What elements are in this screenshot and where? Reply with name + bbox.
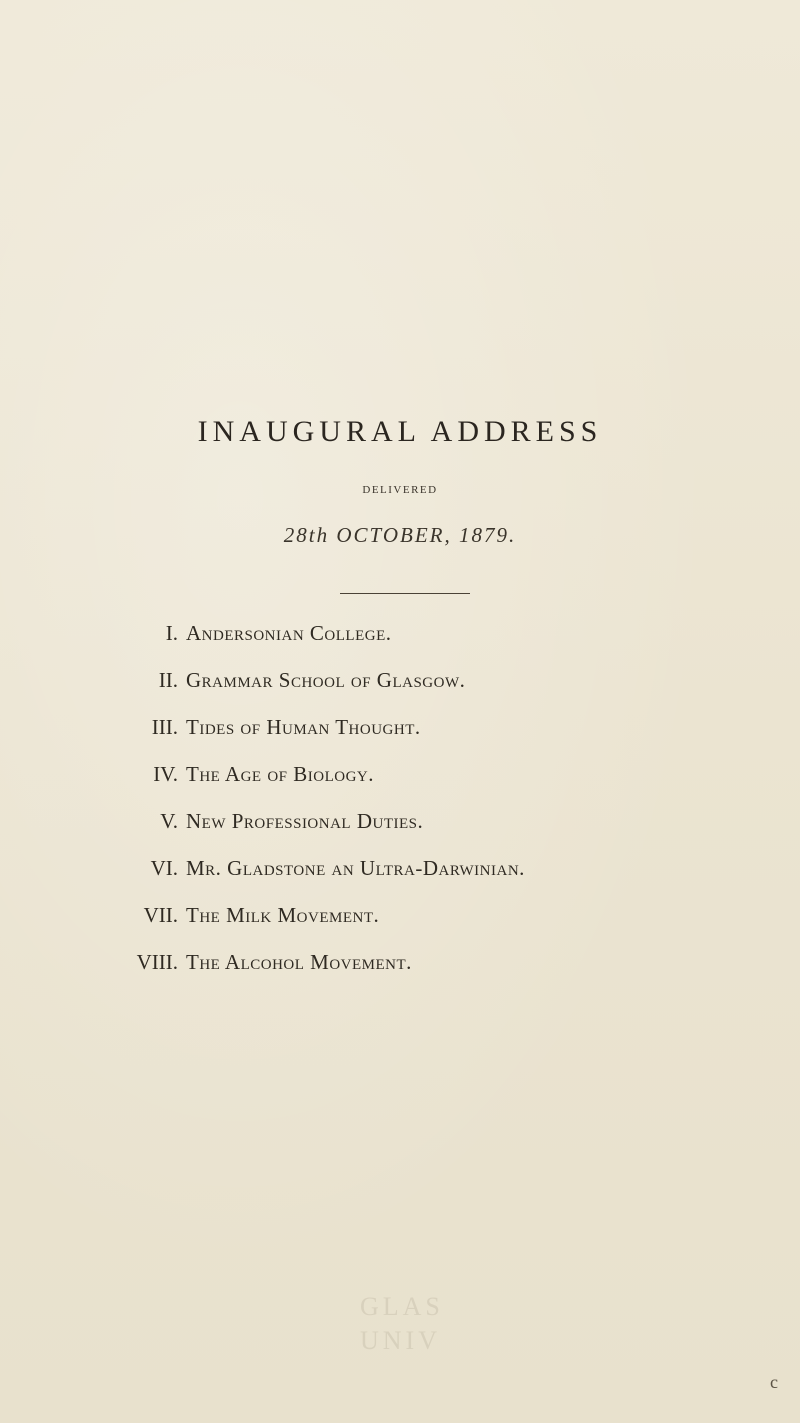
contents-item (0, 946, 800, 978)
delivered-label: DELIVERED (362, 484, 438, 496)
divider-rule (340, 593, 470, 594)
stamp-line: UNIV (360, 1326, 441, 1355)
corner-mark: c (770, 1372, 778, 1392)
item-numeral: IV. (153, 762, 178, 786)
item-title: Grammar School of Glasgow. (186, 668, 466, 692)
contents-item (0, 899, 800, 931)
library-stamp (360, 1290, 530, 1370)
item-title: Tides of Human Thought. (186, 715, 421, 739)
contents-item (0, 758, 800, 790)
stamp-line: GLAS (360, 1292, 444, 1321)
item-numeral: III. (151, 715, 178, 739)
contents-item (0, 852, 800, 884)
contents-item (0, 711, 800, 743)
contents-item (0, 805, 800, 837)
item-title: Andersonian College. (186, 621, 392, 645)
item-title: Mr. Gladstone an Ultra-Darwinian. (186, 856, 525, 880)
item-numeral: V. (160, 809, 178, 833)
item-numeral: VI. (150, 856, 178, 880)
item-numeral: II. (158, 668, 178, 692)
document-title: INAUGURAL ADDRESS (197, 415, 603, 448)
contents-item (0, 617, 800, 649)
item-title: New Professional Duties. (186, 809, 424, 833)
item-numeral: I. (165, 621, 178, 645)
item-numeral: VIII. (136, 950, 178, 974)
contents-item (0, 664, 800, 696)
item-title: The Age of Biology. (186, 762, 374, 786)
item-title: The Alcohol Movement. (186, 950, 412, 974)
item-numeral: VII. (143, 903, 178, 927)
item-title: The Milk Movement. (186, 903, 380, 927)
delivery-date: 28th OCTOBER, 1879. (283, 523, 517, 547)
